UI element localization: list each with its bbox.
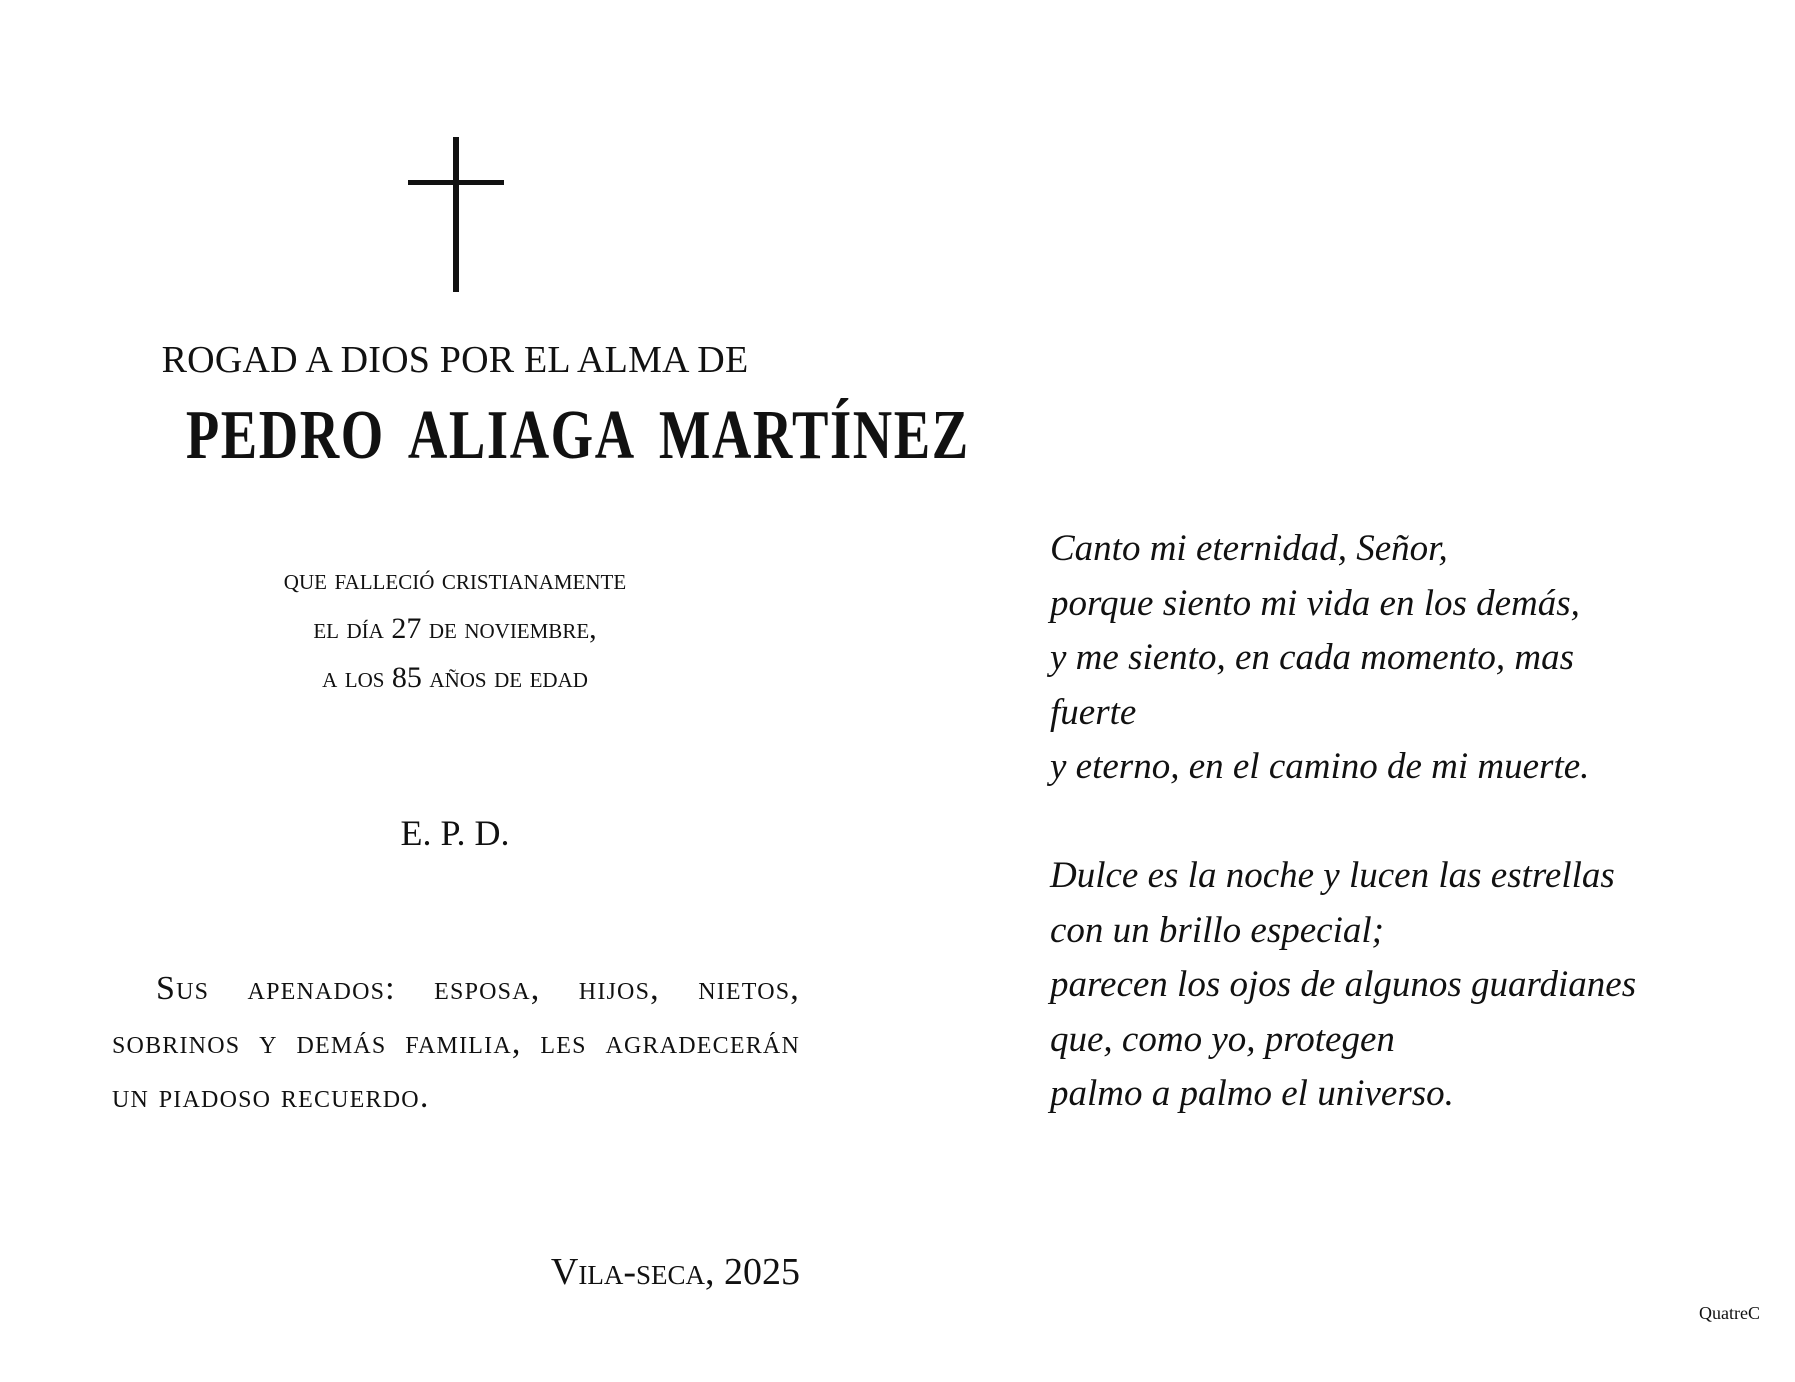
poem-line: que, como yo, protegen xyxy=(1050,1018,1395,1060)
mourners-paragraph: Sus apenados: esposa, hijos, nietos, sobrinos y demás familia, les agradecerán un piadoso recuerdo. xyxy=(112,970,800,1115)
poem-line: y eterno, en el camino de mi muerte. xyxy=(1050,746,1590,787)
poem-line: Canto mi eternidad, Señor, xyxy=(1050,528,1448,569)
age-prefix: a los xyxy=(322,661,392,694)
poem-stanza-2 xyxy=(1050,849,1690,1122)
details-line-2 xyxy=(110,604,800,653)
poem-line: porque siento mi vida en los demás, xyxy=(1050,582,1580,624)
printer-brand: QuatreC xyxy=(1699,1303,1760,1323)
place-and-year: Vila-seca, 2025 xyxy=(550,1251,800,1293)
poem xyxy=(1050,522,1690,1122)
age-number: 85 xyxy=(391,661,422,694)
poem-line: Dulce es la noche y lucen las estrellas xyxy=(1050,855,1615,896)
deceased-name: PEDRO ALIAGA MARTÍNEZ xyxy=(185,397,970,474)
epd-abbreviation: E. P. D. xyxy=(400,813,510,853)
death-day: 27 xyxy=(391,612,422,645)
place-name: Vila-seca xyxy=(550,1251,705,1293)
poem-stanza-1 xyxy=(1050,522,1690,795)
poem-line: con un brillo especial; xyxy=(1050,909,1384,951)
date-suffix: de noviembre, xyxy=(421,612,597,645)
details-line-3 xyxy=(110,653,800,702)
death-details xyxy=(110,555,800,702)
details-line-1: que falleció cristianamente xyxy=(283,563,627,596)
cross-icon xyxy=(408,137,504,292)
year: 2025 xyxy=(724,1251,800,1293)
intro-heading: ROGAD A DIOS POR EL ALMA DE xyxy=(161,339,749,381)
date-prefix: el día xyxy=(313,612,392,645)
poem-line: fuerte xyxy=(1050,691,1137,733)
poem-line: parecen los ojos de algunos guardianes xyxy=(1050,964,1637,1005)
poem-line: palmo a palmo el universo. xyxy=(1050,1073,1454,1114)
poem-line: y me siento, en cada momento, mas xyxy=(1050,637,1575,678)
age-suffix: años de edad xyxy=(421,661,588,694)
